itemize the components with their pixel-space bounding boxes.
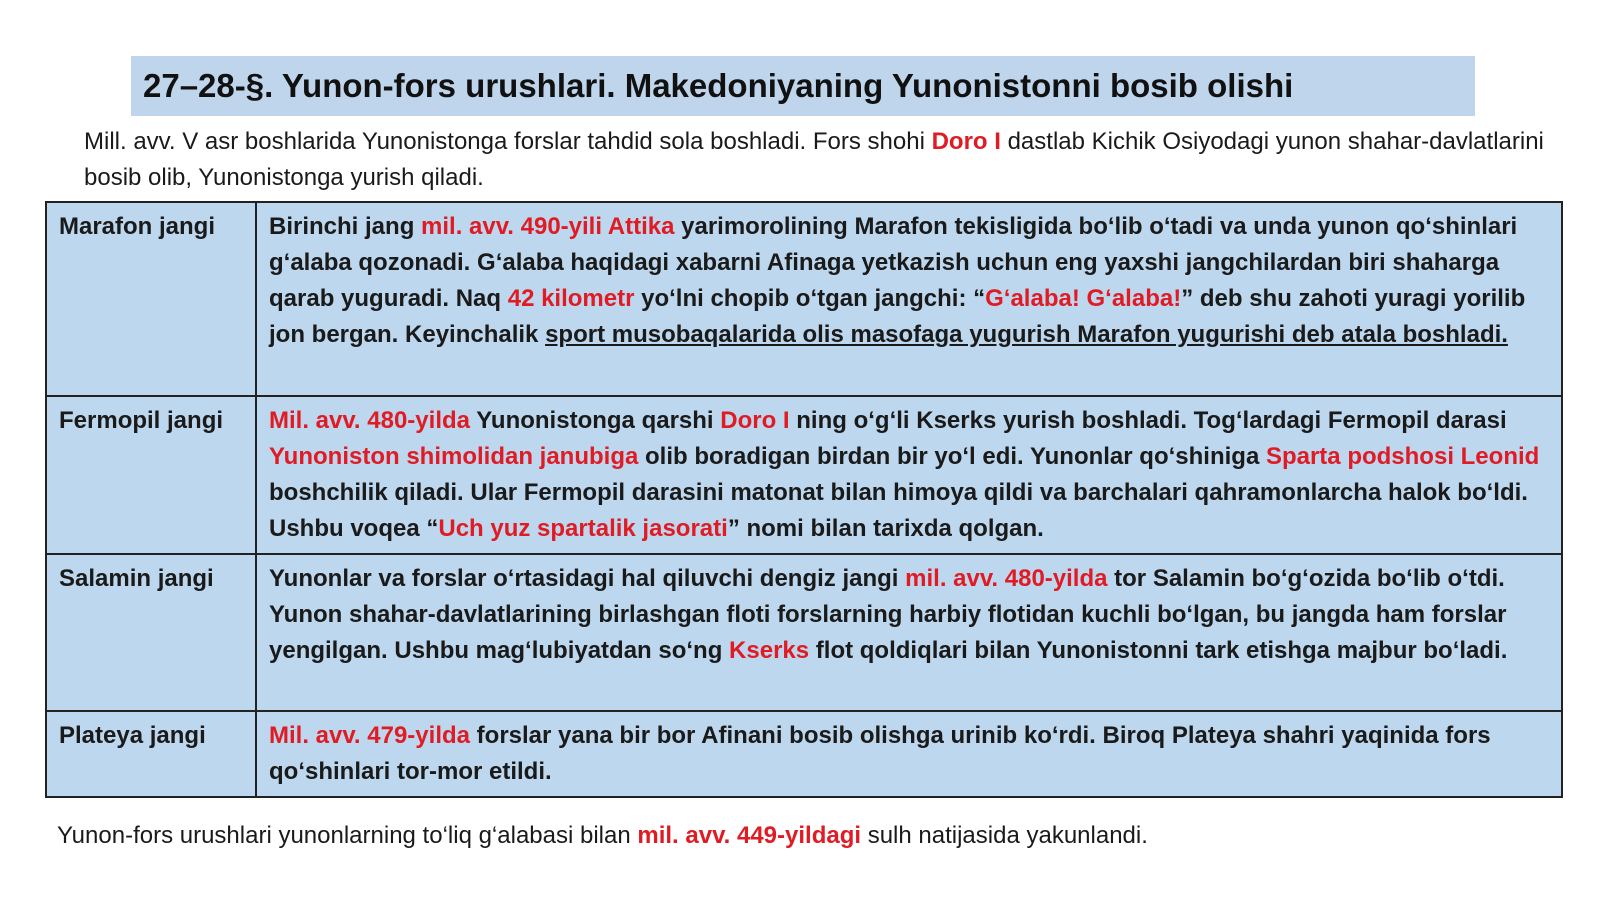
page-title: 27–28-§. Yunon-fors urushlari. Makedoniyaning Yunonistonni bosib olishi	[143, 67, 1294, 104]
intro-highlight-doro: Doro I	[931, 128, 1001, 155]
title-banner	[131, 56, 1475, 116]
description-text: yo‘lni chopib o‘tgan jangchi: “	[634, 285, 986, 312]
description-text: ” nomi bilan tarixda qolgan.	[727, 515, 1044, 542]
highlight-name: Kserks	[729, 637, 810, 664]
description-text: yarimorolining Marafon tekisligida bo‘lib o‘tadi va unda yunon qo‘shinlari g‘alaba qozonadi. G‘alaba haqidagi xabarni Afinaga yetkazish uchun eng yaxshi jangchilardan biri shaharga qarab yuguradi. Naq	[269, 213, 1518, 312]
description-text: boshchilik qiladi. Ular Fermopil darasini matonat bilan himoya qildi va barchalari qahramonlarcha halok bo‘ldi. Ushbu voqea “	[269, 479, 1528, 542]
battle-name-plateya: Plateya jangi	[46, 711, 256, 797]
footer-paragraph	[57, 818, 1557, 854]
description-text: Yunonlar va forslar o‘rtasidagi hal qiluvchi dengiz jangi	[269, 565, 906, 592]
highlight-distance: 42 kilometr	[507, 285, 635, 312]
highlight-quote: G‘alaba! G‘alaba!	[985, 285, 1182, 312]
description-text: ” deb shu zahoti yuragi yorilib jon bergan. Keyinchalik	[269, 285, 1526, 348]
highlight-quote: Uch yuz spartalik jasorati	[438, 515, 728, 542]
intro-text: dastlab Kichik Osiyodagi yunon shahar-davlatlarini bosib olib, Yunonistonga yurish qiladi.	[84, 128, 1544, 191]
highlight-name: Doro I	[720, 407, 790, 434]
battle-description-fermopil	[256, 396, 1562, 554]
highlight-route: Yunoniston shimolidan janubiga	[269, 443, 639, 470]
footer-text: Yunon-fors urushlari yunonlarning to‘liq g‘alabasi bilan	[57, 822, 638, 849]
description-text: flot qoldiqlari bilan Yunonistonni tark etishga majbur bo‘ladi.	[809, 637, 1508, 664]
intro-text: Mill. avv. V asr boshlarida Yunonistonga forslar tahdid sola boshladi. Fors shohi	[84, 128, 932, 155]
table-row	[46, 554, 1562, 711]
table-row	[46, 711, 1562, 797]
highlight-name: Sparta podshosi Leonid	[1265, 443, 1540, 470]
highlight-date: Mil. avv. 479-yilda	[269, 722, 470, 749]
highlight-date: mil. avv. 490-yili Attika	[421, 213, 675, 240]
description-text: Birinchi jang	[269, 213, 422, 240]
description-text: olib boradigan birdan bir yo‘l edi. Yunonlar qo‘shiniga	[638, 443, 1266, 470]
battle-name-salamin: Salamin jangi	[46, 554, 256, 711]
table-row	[46, 202, 1562, 396]
table-row	[46, 396, 1562, 554]
battle-name-marafon: Marafon jangi	[46, 202, 256, 396]
footer-highlight-date: mil. avv. 449-yildagi	[637, 822, 862, 849]
description-text: Yunonistonga qarshi	[470, 407, 721, 434]
highlight-date: mil. avv. 480-yilda	[905, 565, 1108, 592]
battle-description-salamin	[256, 554, 1562, 711]
battle-description-plateya	[256, 711, 1562, 797]
footer-text: sulh natijasida yakunlandi.	[861, 822, 1148, 849]
description-text: forslar yana bir bor Afinani bosib olishga urinib ko‘rdi. Biroq Plateya shahri yaqinida fors qo‘shinlari tor-mor etildi.	[269, 722, 1491, 785]
intro-paragraph	[84, 124, 1564, 196]
description-text: ning o‘g‘li Kserks yurish boshladi. Tog‘lardagi Fermopil darasi	[789, 407, 1507, 434]
battle-name-fermopil: Fermopil jangi	[46, 396, 256, 554]
description-text: tor Salamin bo‘g‘ozida bo‘lib o‘tdi. Yunon shahar-davlatlarining birlashgan floti forslarning harbiy flotidan kuchli bo‘lgan, bu jangda ham forslar yengilgan. Ushbu mag‘lubiyatdan so‘ng	[269, 565, 1507, 664]
underlined-text: sport musobaqalarida olis masofaga yugurish Marafon yugurishi deb atala boshladi.	[545, 321, 1508, 348]
battle-description-marafon	[256, 202, 1562, 396]
highlight-date: Mil. avv. 480-yilda	[269, 407, 470, 434]
battles-table	[45, 201, 1563, 798]
